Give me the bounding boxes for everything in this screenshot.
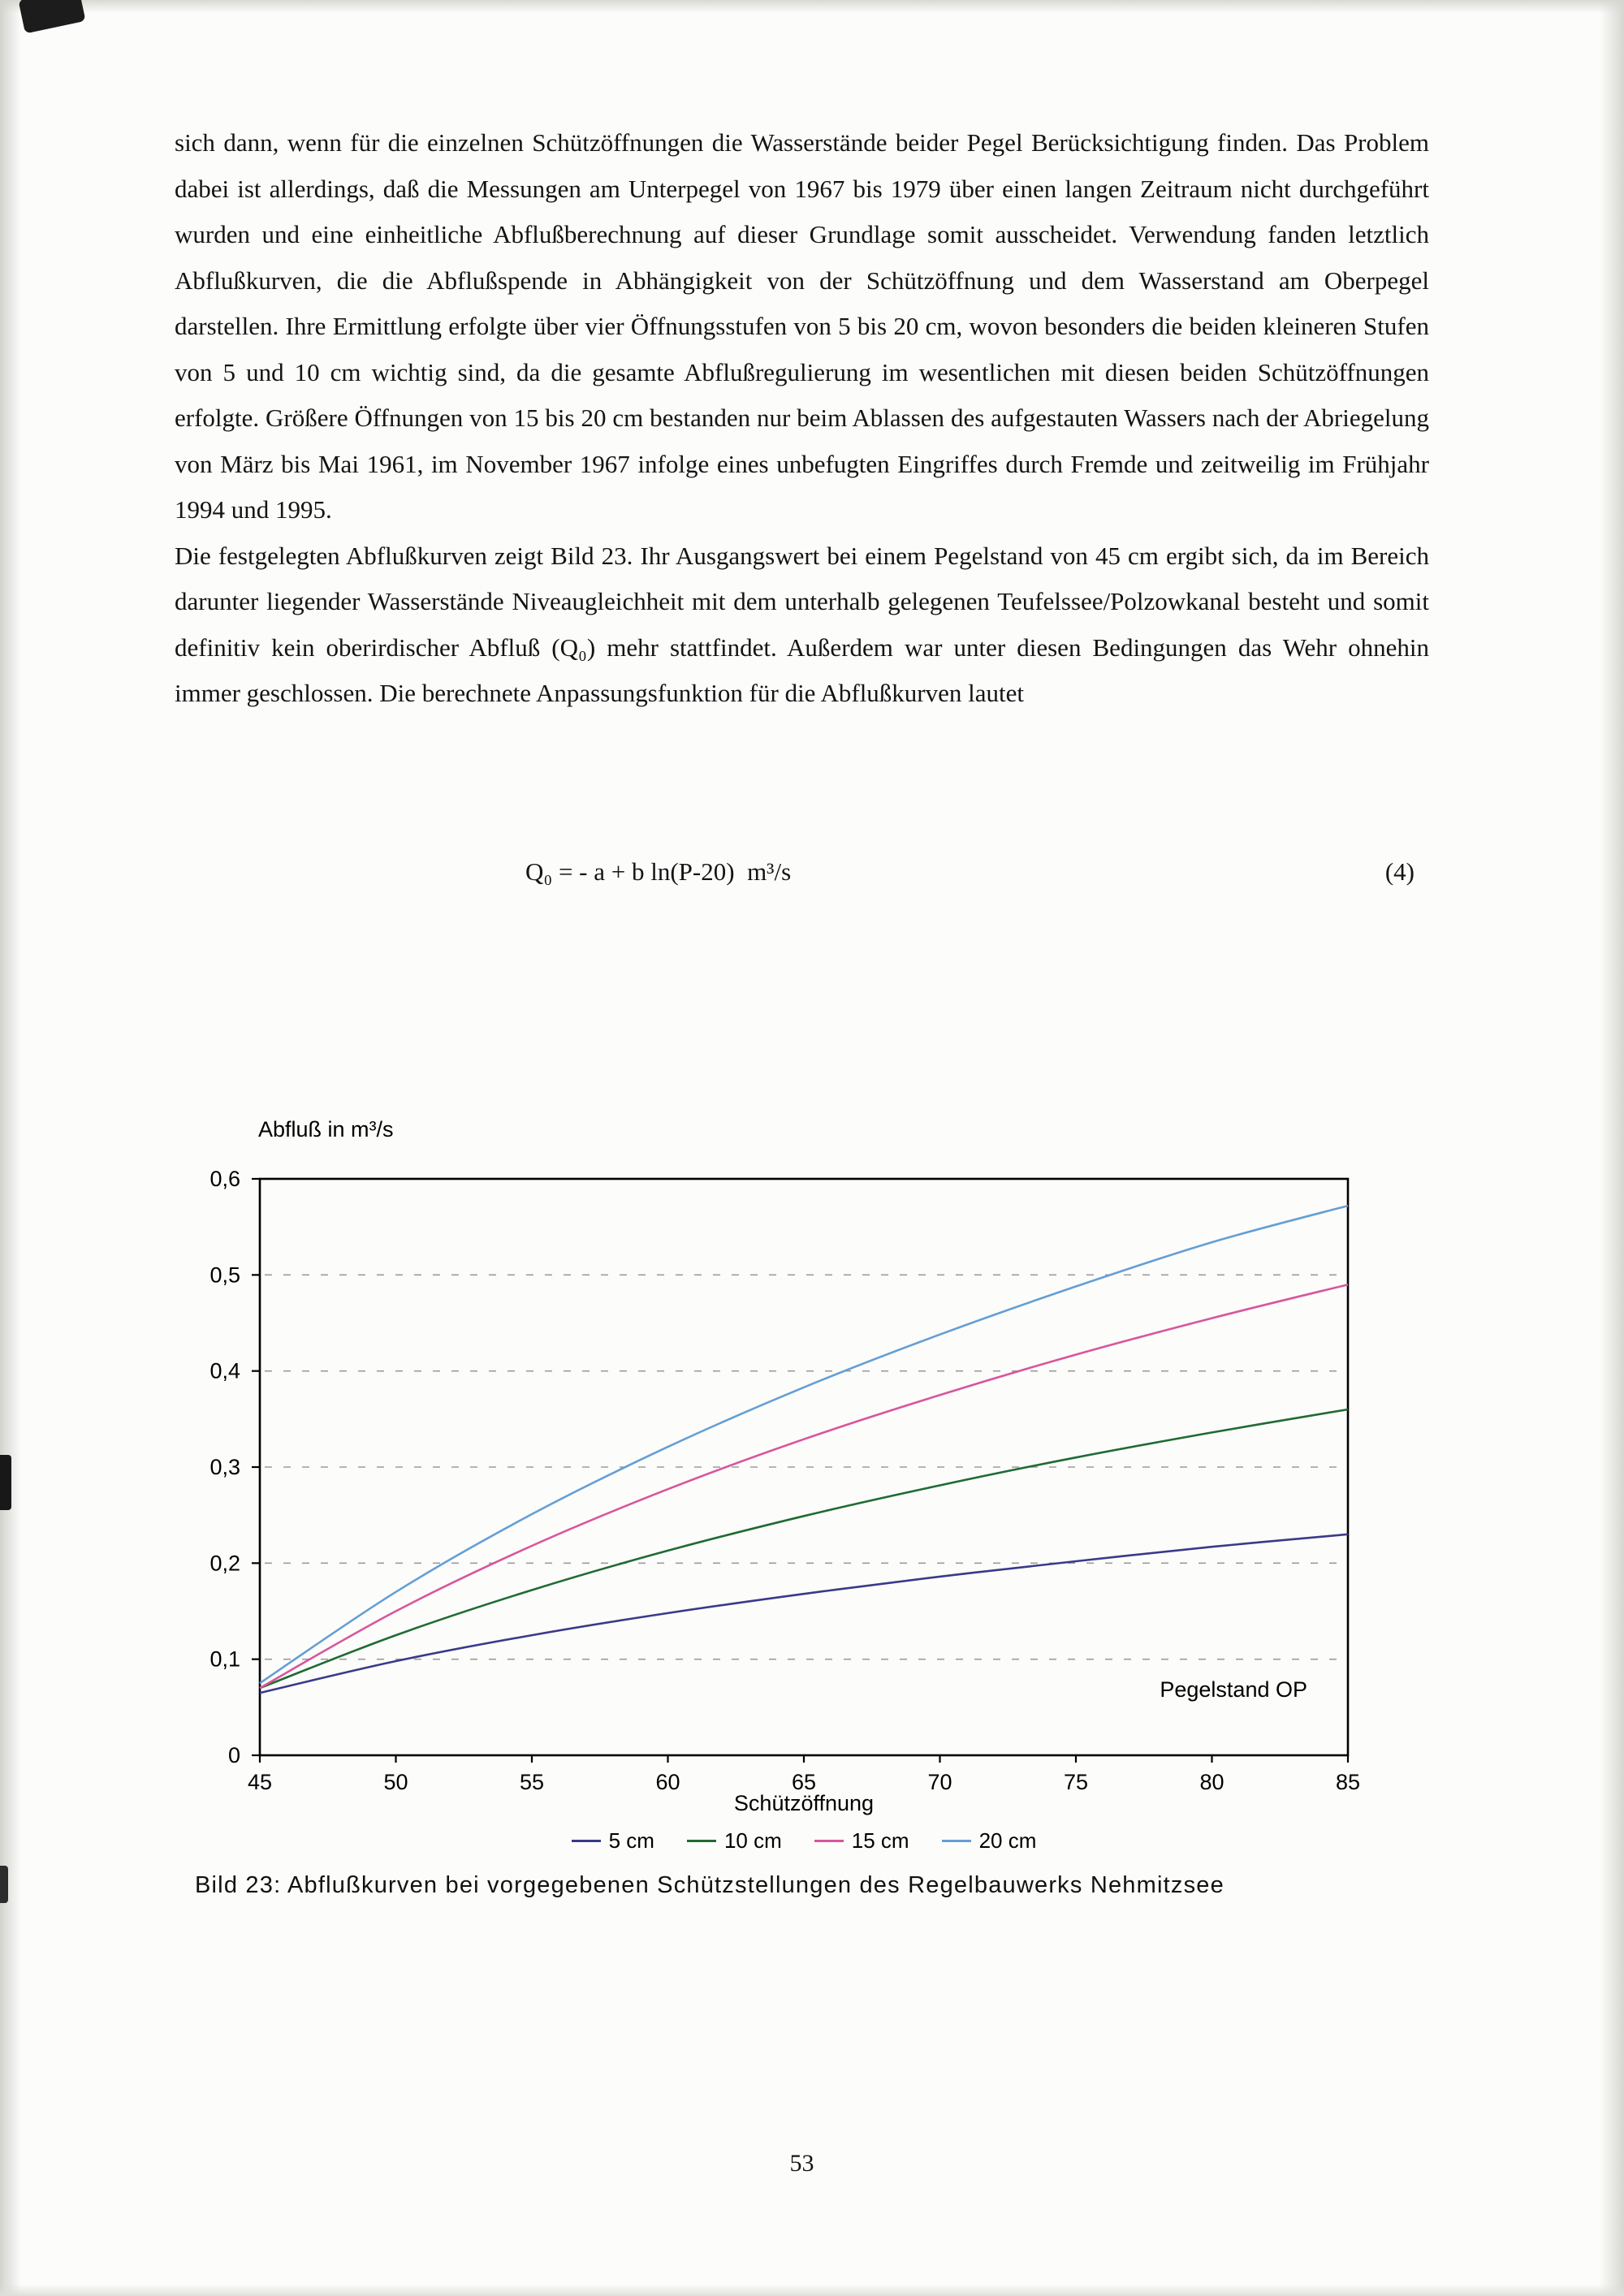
x-tick-label: 85 — [1335, 1770, 1361, 1794]
y-tick-label: 0,5 — [209, 1262, 240, 1288]
x-tick-label: 80 — [1199, 1770, 1224, 1794]
scan-artifact-left-mark — [0, 1455, 11, 1510]
scan-edge-bottom — [0, 2285, 1624, 2296]
legend-swatch-15cm — [814, 1840, 844, 1842]
y-tick-label: 0 — [227, 1743, 240, 1767]
figure-caption: Bild 23: Abflußkurven bei vorgegebenen Schützstellungen des Regelbauwerks Nehmitzsee — [195, 1872, 1224, 1898]
x-tick-label: 45 — [247, 1770, 273, 1794]
legend-item — [942, 1828, 1037, 1854]
x-tick-label: 50 — [383, 1770, 408, 1794]
scan-edge-left — [0, 0, 21, 2296]
equation-text: Q₀ = - a + b ln(P-20) m³/s — [525, 857, 792, 886]
body-text — [175, 120, 1429, 717]
chart-inner-label: Pegelstand OP — [1160, 1677, 1307, 1702]
scan-artifact-left-mark — [0, 1866, 8, 1903]
legend-swatch-10cm — [687, 1840, 716, 1842]
y-tick-label: 0,1 — [209, 1646, 240, 1672]
legend-label: 20 cm — [978, 1828, 1037, 1853]
page-number: 53 — [789, 2150, 814, 2177]
x-tick-label: 55 — [519, 1770, 545, 1794]
scan-edge-top — [0, 0, 1624, 13]
scan-artifact-corner — [18, 0, 85, 33]
legend-item — [572, 1828, 654, 1854]
legend-swatch-20cm — [942, 1840, 971, 1842]
body-paragraph: sich dann, wenn für die einzelnen Schützöffnungen die Wasserstände beider Pegel Berücksichtigung finden. Das Problem dabei ist allerdings, daß die Messungen am Unterpegel von 1967 bis 1979 über einen langen Zeitraum nicht durchgeführt wurden und eine einheitliche Abflußberechnung auf dieser Grundlage somit ausscheidet. Verwendung fanden letztlich Abflußkurven, die die Abflußspende in Abhängigkeit von der Schützöffnung und dem Wasserstand am Oberpegel darstellen. Ihre Ermittlung erfolgte über vier Öffnungsstufen von 5 bis 20 cm, wovon besonders die beiden kleineren Stufen von 5 und 10 cm wichtig sind, da die gesamte Abflußregulierung im wesentlichen mit diesen beiden Schützöffnungen erfolgte. Größere Öffnungen von 15 bis 20 cm bestanden nur beim Ablassen des aufgestauten Wassers nach der Abriegelung von März bis Mai 1961, im November 1967 infolge eines unbefugten Eingriffes durch Fremde und zeitweilig im Frühjahr 1994 und 1995. — [175, 128, 1429, 524]
x-tick-label: 65 — [791, 1770, 817, 1794]
y-tick-label: 0,6 — [209, 1167, 240, 1191]
legend-swatch-5cm — [572, 1840, 601, 1842]
chart-x-axis-title: Schützöffnung — [733, 1791, 875, 1815]
legend-label: 5 cm — [608, 1828, 654, 1853]
equation-number: (4) — [1384, 857, 1415, 886]
y-tick-label: 0,3 — [209, 1455, 240, 1479]
x-tick-label: 75 — [1063, 1770, 1089, 1794]
legend-label: 15 cm — [851, 1828, 909, 1853]
scan-edge-right — [1600, 0, 1624, 2296]
body-paragraph: Die festgelegten Abflußkurven zeigt Bild 23. Ihr Ausgangswert bei einem Pegelstand von 45 cm ergibt sich, da im Bereich darunter liegender Wasserstände Niveaugleichheit mit dem unterhalb gelegenen Teufelssee/Polzowkanal besteht und somit definitiv kein oberirdischer Abfluß (Q₀) mehr stattfindet. Außerdem war unter diesen Bedingungen das Wehr ohnehin immer geschlossen. Die berechnete Anpassungsfunktion für die Abflußkurven lautet — [175, 541, 1429, 707]
y-tick-label: 0,4 — [209, 1358, 240, 1383]
curve-15-cm — [260, 1284, 1348, 1688]
legend-item — [814, 1828, 909, 1854]
legend-label: 10 cm — [723, 1828, 782, 1853]
legend-item — [687, 1828, 782, 1854]
chart-y-axis-title: Abfluß in m³/s — [258, 1117, 394, 1142]
x-tick-label: 60 — [655, 1770, 680, 1794]
curve-20-cm — [260, 1206, 1348, 1683]
y-tick-label: 0,2 — [209, 1551, 240, 1576]
curve-5-cm — [260, 1534, 1348, 1693]
equation — [175, 857, 1429, 900]
x-tick-label: 70 — [927, 1770, 952, 1794]
chart-legend — [260, 1828, 1348, 1854]
abflusskurven-chart — [146, 1153, 1380, 1802]
